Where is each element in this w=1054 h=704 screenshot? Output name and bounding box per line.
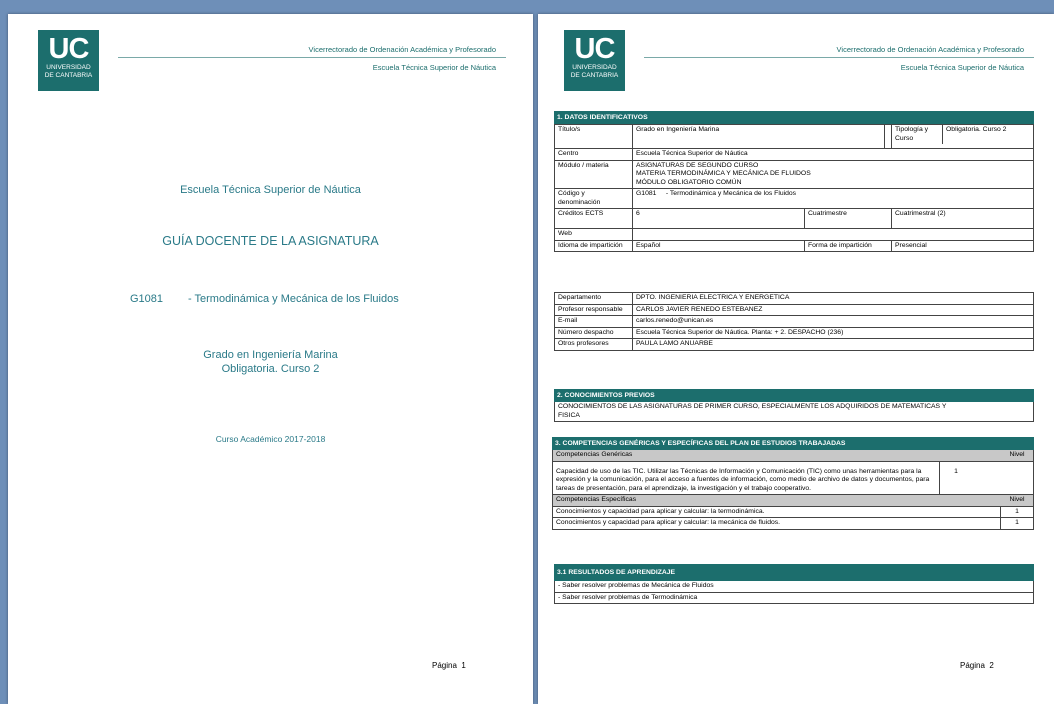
label-idioma: Idioma de impartición — [555, 240, 633, 252]
label-centro: Centro — [555, 149, 633, 161]
value-forma: Presencial — [892, 240, 1034, 252]
section-datos-identificativos — [554, 111, 1034, 252]
conocimientos-text: CONOCIMIENTOS DE LAS ASIGNATURAS DE PRIMER CURSO, ESPECIALMENTE LOS ADQUIRIDOS DE MATEMATICAS Y FISICA — [558, 403, 947, 419]
modulo-line2: MATERIA TERMODINÁMICA Y MECÁNICA DE FLUIDOS — [636, 170, 811, 177]
section-title: 2. CONOCIMIENTOS PREVIOS — [554, 389, 1034, 402]
logo-line2: DE CANTABRIA — [570, 71, 619, 79]
resultados-box — [554, 581, 1034, 604]
label-creditos: Créditos ECTS — [555, 209, 633, 229]
label-cuatrimestre: Cuatrimestre — [805, 209, 892, 229]
resultado-1: - Saber resolver problemas de Mecánica de Fluidos — [558, 582, 714, 589]
section-profesorado — [554, 292, 1034, 351]
page-label: Página — [432, 661, 457, 670]
logo-line1: UNIVERSIDAD — [572, 64, 617, 71]
page-number — [960, 661, 994, 670]
cover-degree: Grado en Ingeniería Marina — [203, 349, 338, 361]
value-despacho: Escuela Técnica Superior de Náutica. Planta: + 2. DESPACHO (236) — [633, 327, 1034, 339]
value-cuatrimestre: Cuatrimestral (2) — [892, 209, 1034, 229]
value-titulo: Grado en Ingeniería Marina — [633, 125, 885, 149]
codigo-code: G1081 — [636, 190, 657, 197]
label-otros: Otros profesores — [555, 339, 633, 351]
label-email: E-mail — [555, 316, 633, 328]
header-divider — [644, 57, 1034, 58]
esp-nivel-label: Nivel — [1009, 496, 1025, 503]
modulo-line1: ASIGNATURAS DE SEGUNDO CURSO — [636, 161, 759, 169]
label-departamento: Departamento — [555, 293, 633, 305]
label-tipologia — [885, 125, 892, 149]
datos-table — [554, 124, 1034, 252]
label-tipologia-text: Tipología y Curso — [892, 125, 943, 144]
label-forma: Forma de impartición — [805, 240, 892, 252]
cover-code: G1081 — [130, 293, 164, 305]
page-number — [432, 661, 466, 670]
value-tipologia-cell — [892, 125, 1034, 149]
label-modulo: Módulo / materia — [555, 160, 633, 189]
gen-row — [553, 462, 1033, 496]
esp1-nivel: 1 — [1015, 507, 1019, 515]
logo-initials: UC — [574, 33, 615, 65]
value-modulo — [633, 160, 1034, 189]
label-despacho: Número despacho — [555, 327, 633, 339]
header-escuela: Escuela Técnica Superior de Náutica — [900, 63, 1024, 72]
value-creditos: 6 — [633, 209, 805, 229]
cover-type: Obligatoria. Curso 2 — [221, 363, 320, 375]
page-num: 1 — [461, 661, 466, 670]
value-centro: Escuela Técnica Superior de Náutica — [633, 149, 1034, 161]
header-vicerrectorado: Vicerrectorado de Ordenación Académica y Profesorado — [308, 45, 496, 54]
resultado-row-2 — [555, 593, 1033, 604]
conocimientos-box — [554, 402, 1034, 422]
section-conocimientos-previos — [554, 389, 1034, 422]
section-title: 3. COMPETENCIAS GENÉRICAS Y ESPECÍFICAS DEL PLAN DE ESTUDIOS TRABAJADAS — [552, 437, 1034, 450]
page-num: 2 — [989, 661, 994, 670]
document-page-1 — [8, 14, 533, 704]
esp-header-row — [553, 495, 1033, 507]
gen-header-row — [553, 450, 1033, 462]
label-codigo: Código y denominación — [555, 189, 633, 209]
cover-year: Curso Académico 2017-2018 — [215, 434, 326, 444]
cover-subject: - Termodinámica y Mecánica de los Fluidos — [188, 293, 399, 305]
resultado-row-1 — [555, 581, 1033, 593]
esp-row-2 — [553, 518, 1033, 529]
conocimientos-row — [555, 402, 1033, 421]
gen-nivel-label: Nivel — [1009, 451, 1025, 458]
esp2-nivel: 1 — [1015, 519, 1019, 526]
cover-school: Escuela Técnica Superior de Náutica — [180, 184, 361, 196]
logo-line2: DE CANTABRIA — [44, 71, 93, 79]
university-logo — [564, 30, 625, 91]
gen-text: Capacidad de uso de las TIC. Utilizar las Técnicas de Información y Comunicación (TIC) como unas herramientas para la expresión y la comunicación, para el acceso a fuentes de información, como medio de archivo de datos y documentos, para tareas de presentación, para el aprendizaje, la investigación y el trabajo cooperativo. — [553, 462, 940, 495]
logo-line1: UNIVERSIDAD — [46, 64, 91, 71]
label-profesor: Profesor responsable — [555, 304, 633, 316]
value-tipologia: Obligatoria. Curso 2 — [946, 126, 1007, 133]
section-title: 1. DATOS IDENTIFICATIVOS — [554, 111, 1034, 124]
document-page-2 — [538, 14, 1054, 704]
esp1-text: Conocimientos y capacidad para aplicar y calcular: la termodinámica. — [553, 507, 1001, 518]
label-titulo: Título/s — [555, 125, 633, 149]
value-idioma: Español — [633, 240, 805, 252]
header-vicerrectorado: Vicerrectorado de Ordenación Académica y Profesorado — [836, 45, 1024, 54]
section-resultados — [554, 564, 1034, 604]
logo-initials: UC — [48, 33, 89, 65]
competencias-box — [552, 450, 1034, 530]
esp-label: Competencias Específicas — [556, 496, 637, 503]
header-escuela: Escuela Técnica Superior de Náutica — [372, 63, 496, 72]
value-email: carlos.renedo@unican.es — [633, 316, 1034, 328]
gen-label: Competencias Genéricas — [556, 451, 633, 458]
esp-row-1 — [553, 507, 1033, 519]
value-profesor: CARLOS JAVIER RENEDO ESTEBANEZ — [633, 304, 1034, 316]
gen-nivel: 1 — [954, 467, 958, 475]
value-web — [633, 229, 1034, 241]
resultado-2: - Saber resolver problemas de Termodinámica — [558, 593, 698, 601]
cover-title: GUÍA DOCENTE DE LA ASIGNATURA — [162, 234, 379, 248]
value-codigo — [633, 189, 1034, 209]
value-departamento: DPTO. INGENIERIA ELECTRICA Y ENERGETICA — [633, 293, 1034, 305]
staff-table — [554, 292, 1034, 351]
esp2-text: Conocimientos y capacidad para aplicar y calcular: la mecánica de fluidos. — [553, 518, 1001, 529]
section-title: 3.1 RESULTADOS DE APRENDIZAJE — [554, 564, 1034, 581]
modulo-line3: MÓDULO OBLIGATORIO COMÚN — [636, 178, 742, 186]
university-logo — [38, 30, 99, 91]
label-web: Web — [555, 229, 633, 241]
section-competencias — [552, 437, 1034, 530]
page-label: Página — [960, 661, 985, 670]
value-otros: PAULA LAMO ANUARBE — [633, 339, 1034, 351]
header-divider — [118, 57, 506, 58]
codigo-name: - Termodinámica y Mecánica de los Fluidos — [665, 190, 797, 197]
